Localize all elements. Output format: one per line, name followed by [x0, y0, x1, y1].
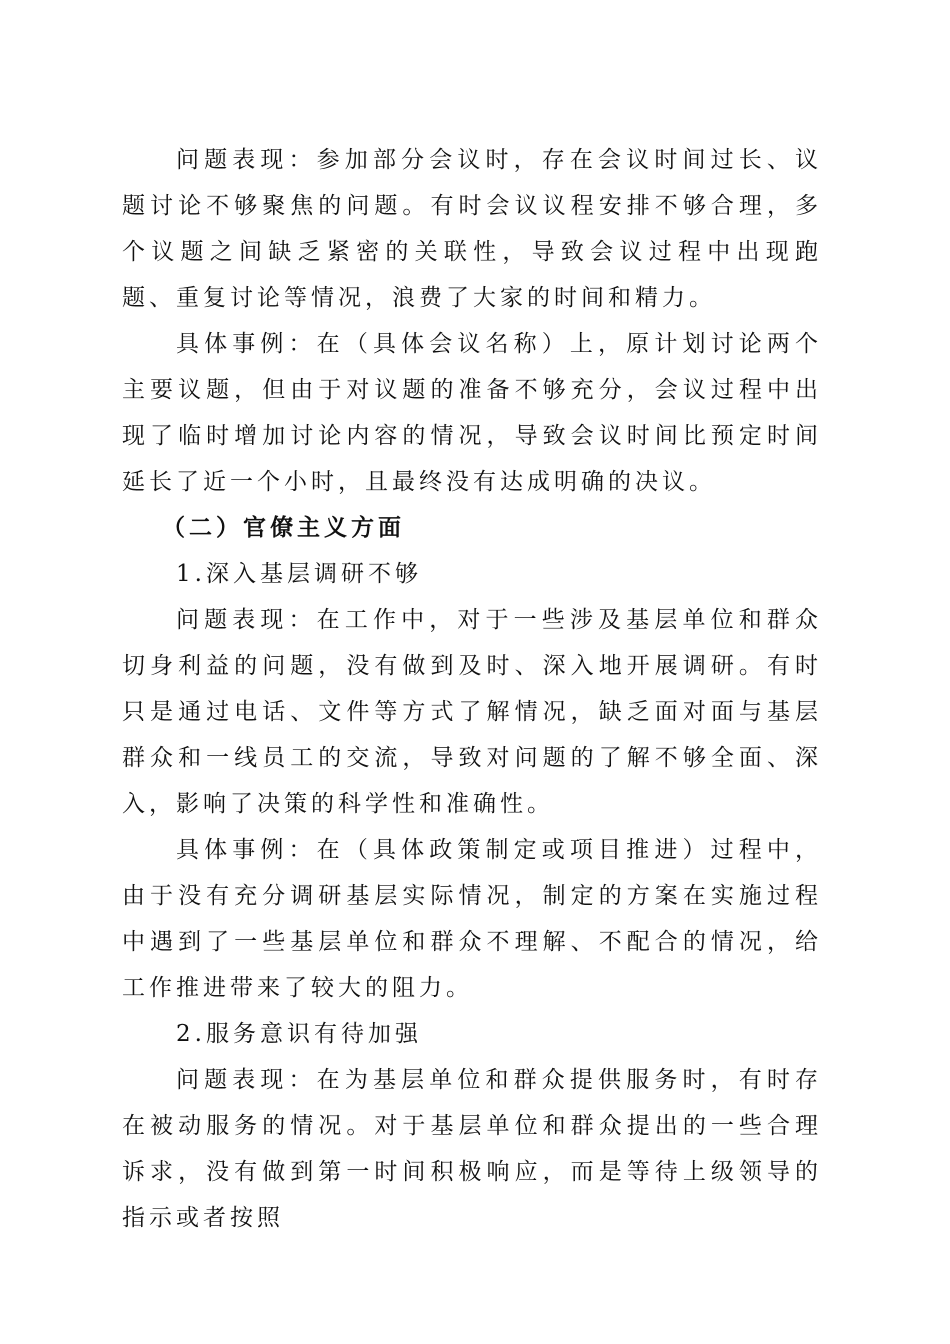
- sub-heading-grassroots-research: 1.深入基层调研不够: [176, 561, 422, 587]
- paragraph-service-problem: 问题表现：在为基层单位和群众提供服务时，有时存在被动服务的情况。对于基层单位和群众提出的一些合理诉求，没有做到第一时间积极响应，而是等待上级领导的指示或者按照: [122, 1067, 822, 1231]
- document-body: [122, 137, 822, 1241]
- paragraph-meeting-example: 具体事例：在（具体会议名称）上，原计划讨论两个主要议题，但由于对议题的准备不够充分，会议过程中出现了临时增加讨论内容的情况，导致会议时间比预定时间延长了近一个小时，且最终没有达成明确的决议。: [122, 331, 822, 495]
- section-heading-bureaucratism: （二）官僚主义方面: [162, 514, 405, 541]
- paragraph-meeting-problem: 问题表现：参加部分会议时，存在会议时间过长、议题讨论不够聚焦的问题。有时会议议程安排不够合理，多个议题之间缺乏紧密的关联性，导致会议过程中出现跑题、重复讨论等情况，浪费了大家的时间和精力。: [122, 147, 822, 311]
- paragraph-research-example: 具体事例：在（具体政策制定或项目推进）过程中，由于没有充分调研基层实际情况，制定的方案在实施过程中遇到了一些基层单位和群众不理解、不配合的情况，给工作推进带来了较大的阻力。: [122, 837, 822, 1001]
- sub-heading-service-awareness: 2.服务意识有待加强: [176, 1021, 422, 1047]
- paragraph-research-problem: 问题表现：在工作中，对于一些涉及基层单位和群众切身利益的问题，没有做到及时、深入地开展调研。有时只是通过电话、文件等方式了解情况，缺乏面对面与基层群众和一线员工的交流，导致对问题的了解不够全面、深入，影响了决策的科学性和准确性。: [122, 607, 822, 817]
